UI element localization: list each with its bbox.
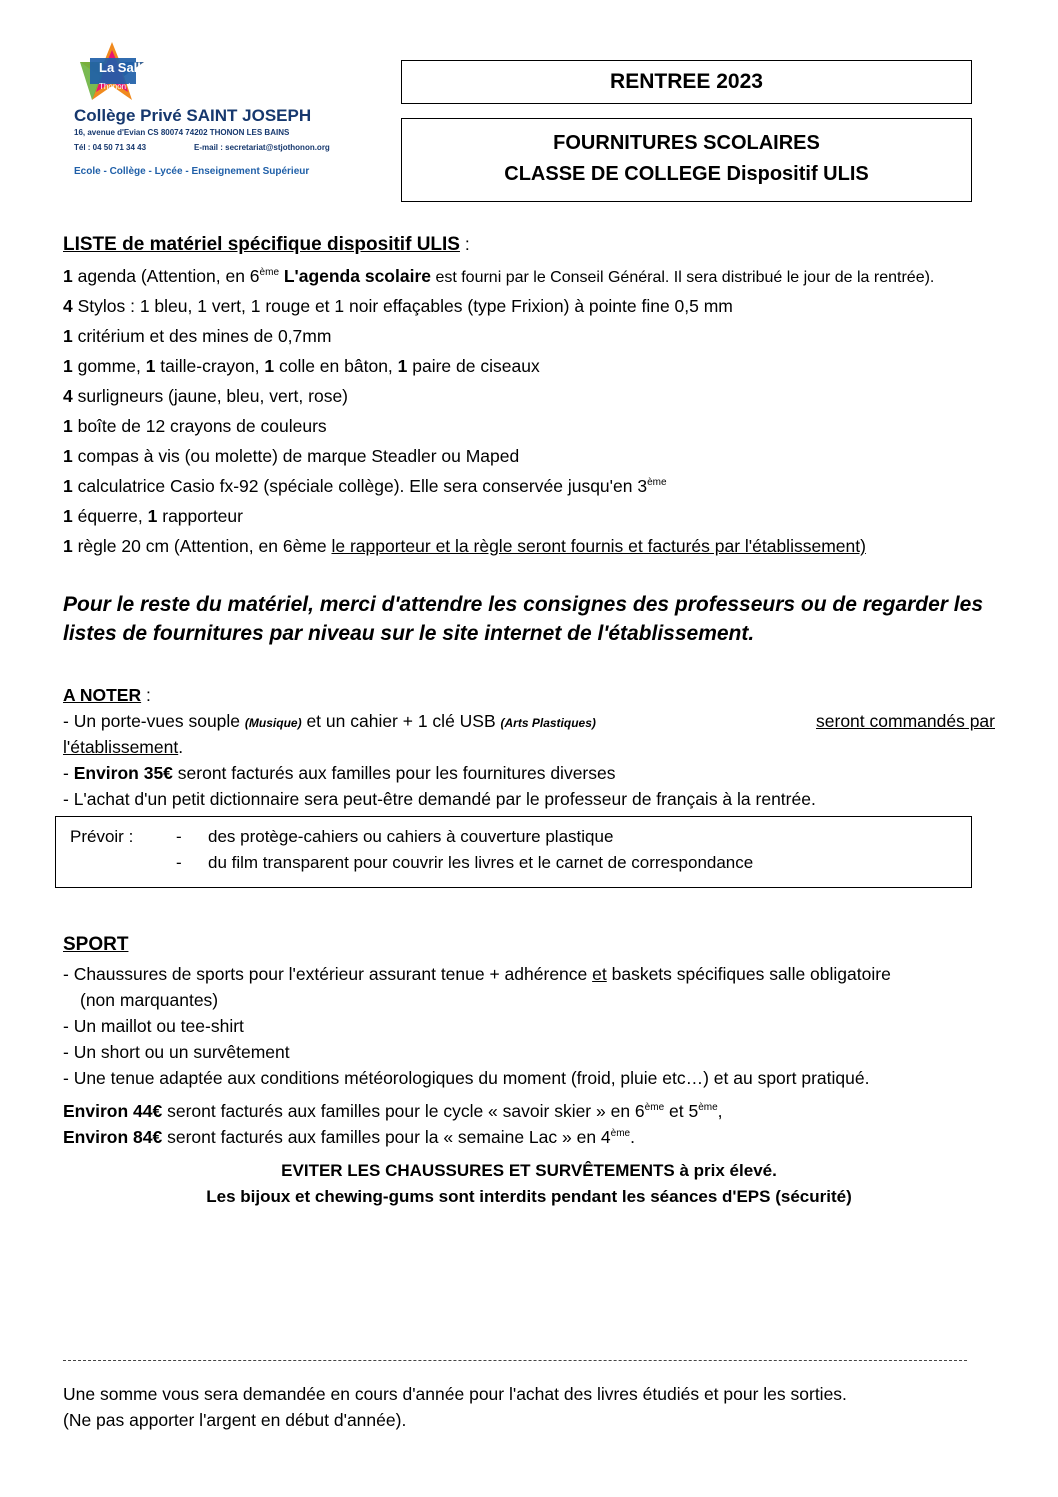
item-text: rapporteur	[157, 506, 243, 526]
item-text: critérium et des mines de 0,7mm	[72, 326, 332, 346]
item-text: équerre,	[72, 506, 148, 526]
cost-35: Environ 35€	[73, 763, 173, 783]
item-qty: 1	[63, 356, 73, 376]
liste-heading: LISTE de matériel spécifique dispositif ULIS	[63, 234, 460, 255]
item-qty: 1	[63, 326, 73, 346]
item-underlined: le rapporteur et la règle seront fournis et facturés par l'établissement)	[331, 536, 866, 556]
list-item	[63, 536, 866, 557]
item-qty: 1	[264, 356, 275, 376]
liste-heading-suffix: :	[459, 234, 470, 254]
school-logo	[72, 42, 352, 192]
sport-text: et 5	[664, 1101, 699, 1121]
logo-email: E-mail : secretariat@stjothonon.org	[194, 143, 330, 152]
sport-heading: SPORT	[63, 934, 129, 955]
sport-line-1-cont	[80, 990, 218, 1011]
dash: -	[176, 853, 182, 872]
sup: ème	[644, 1102, 665, 1114]
item-qty: 4	[63, 296, 73, 316]
a-noter-line-3	[63, 763, 615, 784]
logo-brand: La Salle	[99, 60, 149, 75]
sup: ème	[698, 1102, 718, 1114]
sport-line-1	[63, 964, 891, 985]
a-noter-text: - L'achat d'un petit dictionnaire sera peut-être demandé par le professeur de français à la rentrée.	[63, 789, 816, 809]
a-noter-period: .	[178, 737, 184, 757]
list-item	[63, 506, 243, 527]
footer-line-2: (Ne pas apporter l'argent en début d'année).	[63, 1410, 407, 1430]
prevoir-label: Prévoir :	[70, 827, 134, 846]
sport-line-4	[63, 1068, 869, 1089]
list-item	[63, 446, 519, 467]
sport-warning-1: EVITER LES CHAUSSURES ET SURVÊTEMENTS à prix élevé.	[281, 1161, 777, 1180]
item-text: Stylos : 1 bleu, 1 vert, 1 rouge et 1 noir effaçables (type Frixion) à pointe fine 0,5 mm	[72, 296, 733, 316]
logo-school-name: Collège Privé SAINT JOSEPH	[74, 106, 312, 125]
sport-text: baskets spécifiques salle obligatoire	[606, 964, 891, 984]
item-bold: L'agenda scolaire	[279, 266, 431, 286]
item-sup: ème	[259, 267, 279, 279]
musique-tag: (Musique)	[244, 716, 302, 730]
reste-note	[63, 590, 1003, 648]
list-item	[63, 476, 667, 497]
rentree-title: RENTREE 2023	[610, 70, 763, 93]
prevoir-item-1: des protège-cahiers ou cahiers à couverture plastique	[208, 827, 614, 846]
sport-cost-1	[63, 1101, 723, 1122]
a-noter-line-4	[63, 789, 816, 810]
sport-cost-2	[63, 1127, 635, 1148]
sport-text: (non marquantes)	[80, 990, 219, 1010]
item-qty: 1	[63, 446, 73, 466]
sport-heading-line	[63, 934, 128, 956]
sport-text: - Chaussures de sports pour l'extérieur assurant tenue + adhérence	[63, 964, 593, 984]
item-sup: ème	[647, 477, 667, 489]
dashed-separator	[63, 1360, 967, 1361]
item-qty: 1	[145, 356, 156, 376]
sport-text: ,	[717, 1101, 723, 1121]
list-item	[63, 386, 348, 407]
item-text: compas à vis (ou molette) de marque Steadler ou Maped	[72, 446, 520, 466]
item-text: règle 20 cm (Attention, en 6ème	[72, 536, 332, 556]
list-item	[63, 296, 733, 317]
item-qty: 1	[63, 506, 73, 526]
a-noter-suffix: :	[141, 685, 151, 705]
arts-tag: (Arts Plastiques)	[500, 716, 596, 730]
sport-warning-2: Les bijoux et chewing-gums sont interdits pendant les séances d'EPS (sécurité)	[206, 1187, 852, 1206]
a-noter-line-1	[63, 711, 995, 732]
title-line-1: FOURNITURES SCOLAIRES	[553, 132, 820, 154]
sport-et: et	[592, 964, 607, 984]
sport-text: - Un maillot ou tee-shirt	[63, 1016, 244, 1036]
item-qty: 4	[63, 386, 73, 406]
item-text: calculatrice Casio fx-92 (spéciale collège). Elle sera conservée jusqu'en 3	[72, 476, 648, 496]
prevoir-item-2: du film transparent pour couvrir les livres et le carnet de correspondance	[208, 853, 754, 872]
list-item	[63, 356, 540, 377]
a-noter-heading: A NOTER	[63, 685, 142, 705]
item-qty: 1	[63, 416, 73, 436]
reste-line-2: listes de fournitures par niveau sur le site internet de l'établissement.	[63, 622, 755, 645]
item-qty: 1	[63, 536, 73, 556]
reste-line-1: Pour le reste du matériel, merci d'attendre les consignes des professeurs ou de regarder les	[63, 593, 984, 616]
logo-tel: Tél : 04 50 71 34 43	[74, 143, 147, 152]
item-text: agenda (Attention, en 6	[72, 266, 260, 286]
logo-address: 16, avenue d'Evian CS 80074 74202 THONON LES BAINS	[74, 128, 290, 137]
item-text: colle en bâton,	[274, 356, 398, 376]
sport-text: - Une tenue adaptée aux conditions météorologiques du moment (froid, pluie etc…) et au sport pratiqué.	[63, 1068, 870, 1088]
footer-line-1: Une somme vous sera demandée en cours d'année pour l'achat des livres étudiés et pour les sorties.	[63, 1384, 847, 1404]
sport-text: - Un short ou un survêtement	[63, 1042, 290, 1062]
item-rest: est fourni par le Conseil Général. Il sera distribué le jour de la rentrée).	[431, 269, 935, 286]
a-noter-text: seront facturés aux familles pour les fournitures diverses	[172, 763, 616, 783]
list-item	[63, 266, 934, 287]
item-text: paire de ciseaux	[407, 356, 540, 376]
a-noter-line-1-text	[63, 711, 596, 732]
a-noter-text: et un cahier + 1 clé USB	[301, 711, 501, 731]
item-qty: 1	[63, 266, 73, 286]
title-line-2: CLASSE DE COLLEGE Dispositif ULIS	[504, 163, 869, 185]
etablissement-text: l'établissement	[63, 737, 179, 757]
prevoir-box	[55, 816, 972, 888]
cost-44: Environ 44€	[63, 1101, 163, 1121]
cost-84: Environ 84€	[63, 1127, 163, 1147]
a-noter-line-2	[63, 737, 183, 758]
a-noter-underlined: seront commandés par	[816, 711, 995, 731]
a-noter-text: - Un porte-vues souple	[63, 711, 245, 731]
dash: -	[63, 763, 74, 783]
logo-levels: Ecole - Collège - Lycée - Enseignement Supérieur	[74, 166, 310, 177]
item-text: surligneurs (jaune, bleu, vert, rose)	[72, 386, 349, 406]
item-text: gomme,	[72, 356, 146, 376]
sport-text: .	[630, 1127, 635, 1147]
item-qty: 1	[63, 476, 73, 496]
item-text: taille-crayon,	[155, 356, 265, 376]
title-box	[401, 118, 972, 202]
rentree-box	[401, 60, 972, 104]
a-noter-heading-line	[63, 685, 151, 706]
logo-brand-sub: Thonon les Bains	[99, 82, 161, 91]
liste-heading-line	[63, 234, 470, 256]
list-item	[63, 416, 327, 437]
sport-line-2	[63, 1016, 244, 1037]
sport-text: seront facturés aux familles pour la « semaine Lac » en 4	[162, 1127, 611, 1147]
sport-text: seront facturés aux familles pour le cycle « savoir skier » en 6	[162, 1101, 645, 1121]
item-qty: 1	[147, 506, 158, 526]
item-qty: 1	[397, 356, 408, 376]
sport-line-3	[63, 1042, 290, 1063]
sup: ème	[610, 1128, 631, 1140]
item-text: boîte de 12 crayons de couleurs	[72, 416, 327, 436]
list-item	[63, 326, 331, 347]
dash: -	[176, 827, 182, 846]
